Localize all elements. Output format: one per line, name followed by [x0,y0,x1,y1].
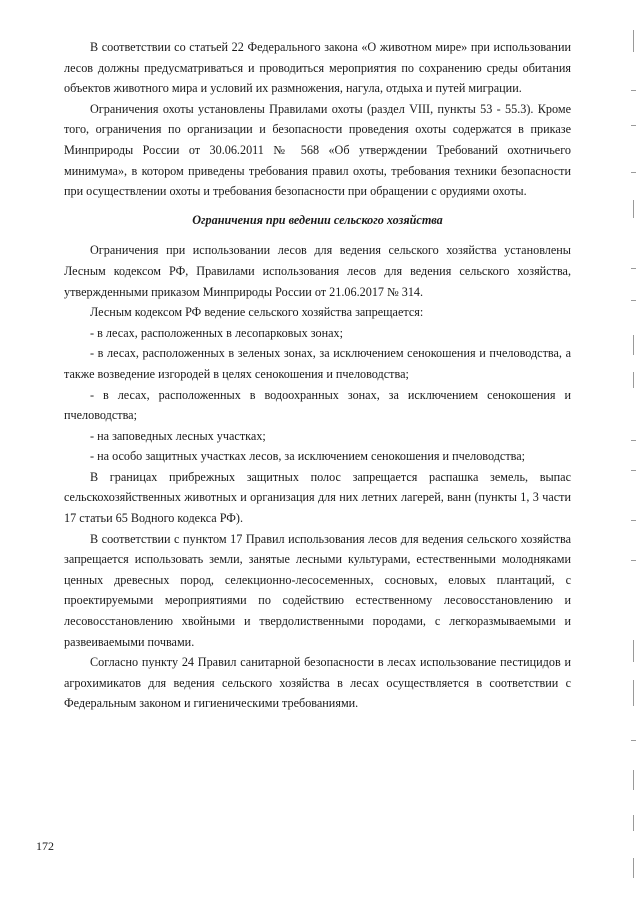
paragraph-sanitary-rule-24: Согласно пункту 24 Правил санитарной безопасности в лесах использование пестицидов и агрохимикатов для ведения сельского хозяйства в лесах осуществляется в соответствии с Федеральным законом и гигиеническими требованиями. [64,655,571,711]
list-item-forest-park-zones: - в лесах, расположенных в лесопарковых зонах; [90,325,343,340]
margin-mark [633,815,634,831]
margin-mark [633,372,634,388]
margin-tick [631,172,636,173]
paragraph-coastal-strips: В границах прибрежных защитных полос запрещается распашка земель, выпас сельскохозяйственных животных и организация для них летних лагерей, ванн (пункты 1, 3 части 17 статьи 65 Водного кодекса РФ). [64,469,571,526]
page-body [64,37,571,714]
margin-tick [631,470,636,471]
margin-mark [633,858,634,878]
margin-mark [633,680,634,706]
margin-mark [633,770,634,790]
section-heading: Ограничения при ведении сельского хозяйства [192,212,443,227]
scan-margin-marks [610,0,640,905]
paragraph-rule-17: В соответствии с пунктом 17 Правил использования лесов для ведения сельского хозяйства запрещается использовать земли, занятые лесными культурами, естественными молодняками ценных древесных пород, селекционно-лесосеменных, сосновых, еловых плантаций, с проектируемыми мероприятиями по содействию естественному лесовосстановлению и лесовосстановлению хвойными и твердолиственными породами, с легкоразмываемыми и развеиваемыми почвами. [64,531,571,649]
margin-mark [633,640,634,662]
paragraph-hunting-restrictions: Ограничения охоты установлены Правилами охоты (раздел VIII, пункты 53 - 55.3). Кроме того, ограничения по организации и безопасности проведения охоты содержатся в приказе Минприроды России от 30.06.2011 № 568 «Об утверждении Требований охотничьего минимума», в котором приведены требования правил охоты, требования техники безопасности при осуществлении охоты и требования безопасности при обращении с орудиями охоты. [64,101,571,199]
margin-tick [631,520,636,521]
margin-mark [633,30,634,52]
margin-mark [633,200,634,218]
list-item-green-zones: - в лесах, расположенных в зеленых зонах, за исключением сенокошения и пчеловодства, а также возведение изгородей в целях сенокошения и пчеловодства; [64,346,571,381]
margin-tick [631,125,636,126]
margin-tick [631,560,636,561]
margin-tick [631,440,636,441]
margin-tick [631,268,636,269]
margin-mark [633,335,634,355]
list-item-protected-plots: - на особо защитных участках лесов, за исключением сенокошения и пчеловодства; [90,449,526,464]
list-item-reserved-plots: - на заповедных лесных участках; [90,428,266,443]
paragraph-agriculture-rules: Ограничения при использовании лесов для ведения сельского хозяйства установлены Лесным кодексом РФ, Правилами использования лесов для ведения сельского хозяйства, утвержденными приказом Минприроды России от 21.06.2017 № 314. [64,243,571,299]
margin-tick [631,90,636,91]
paragraph-animal-world-law: В соответствии со статьей 22 Федерального закона «О животном мире» при использовании лесов должны предусматриваться и проводиться мероприятия по сохранению среды обитания объектов животного мира и условий их размножения, нагула, отдыха и путей миграции. [64,40,571,96]
margin-tick [631,300,636,301]
margin-tick [631,740,636,741]
list-item-water-protection-zones: - в лесах, расположенных в водоохранных зонах, за исключением сенокошения и пчеловодства; [64,387,571,423]
paragraph-forest-code-intro: Лесным кодексом РФ ведение сельского хозяйства запрещается: [90,305,424,320]
page-number: 172 [36,839,54,853]
